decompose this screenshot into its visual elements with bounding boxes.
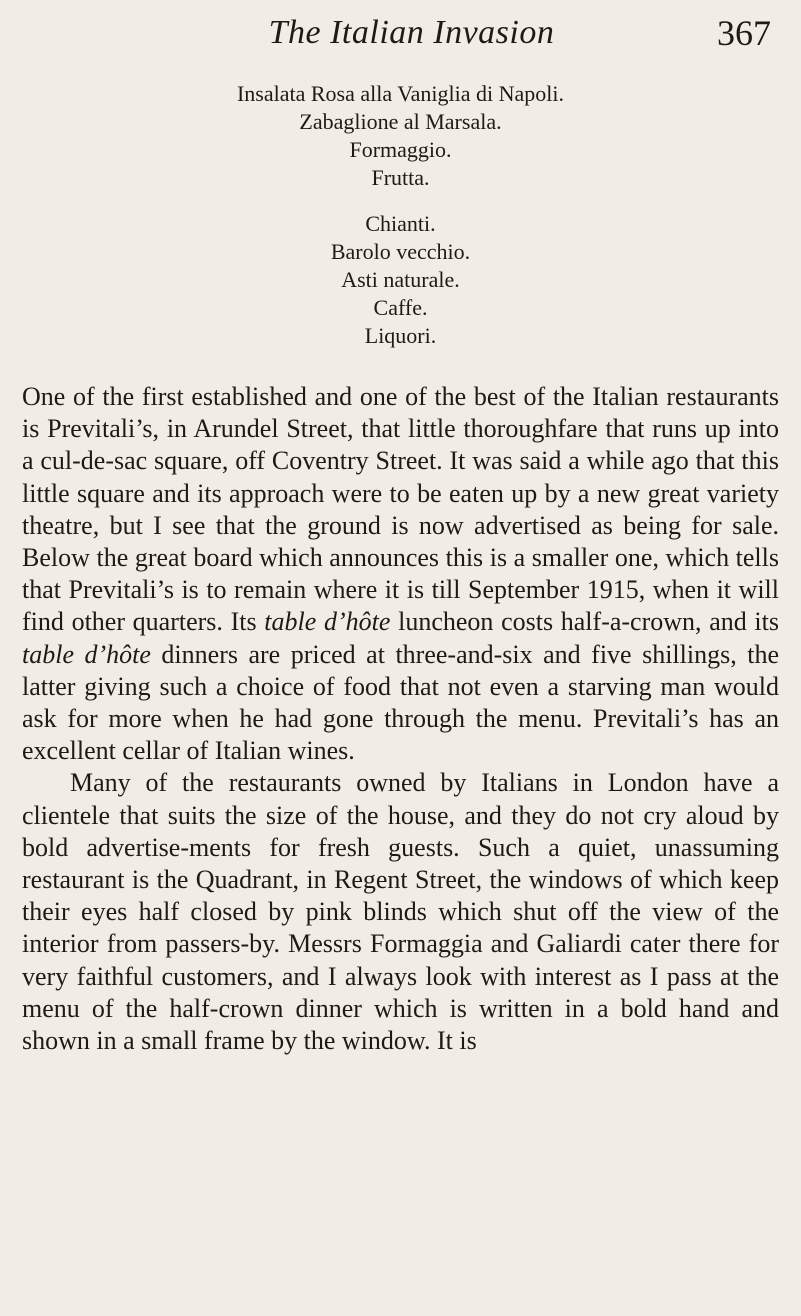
menu-wine: Liquori. — [364, 323, 437, 348]
menu-wine: Barolo vecchio. — [330, 239, 471, 264]
paragraph-text: luncheon costs half-a-crown, and its — [390, 607, 779, 637]
paragraph-text: dinners are priced at three-and-six and five shillings, the latter giving such a choice of food that not even a starving man would ask for more when he had gone through the menu. Previtali’s has an excellent cellar of Italian wines. — [22, 639, 779, 766]
menu-item: Insalata Rosa alla Vaniglia di Napoli. — [236, 81, 565, 106]
italic-phrase: table d’hôte — [22, 639, 151, 669]
menu-wines — [0, 210, 801, 350]
menu-wine: Asti naturale. — [341, 267, 460, 292]
menu-item: Zabaglione al Marsala. — [299, 109, 502, 134]
menu-wine: Caffe. — [373, 295, 428, 320]
menu-item: Formaggio. — [349, 137, 452, 162]
menu-item: Frutta. — [371, 165, 430, 190]
paragraph-text: One of the first established and one of the best of the Italian restaurants is Previtali’s, in Arundel Street, that little thoroughfare that runs up into a cul-de-sac square, off Coventry Street. It was said a while ago that this little square and its approach were to be eaten up by a new great variety theatre, but I see that the ground is now advertised as being for sale. Below the great board which announces this is a smaller one, which tells that Previtali’s is to remain where it is till September 1915, when it will find other quarters. Its — [22, 382, 779, 637]
italic-phrase: table d’hôte — [264, 607, 391, 637]
running-title: The Italian Invasion — [268, 14, 555, 51]
paragraph: Many of the restaurants owned by Italians in London have a clientele that suits the size of the house, and they do not cry aloud by bold advertise-ments for fresh guests. Such a quiet, unassuming restaurant is the Quadrant, in Regent Street, the windows of which keep their eyes half closed by pink blinds which shut off the view of the interior from passers-by. Messrs Formaggia and Galiardi cater there for very faithful customers, and I always look with interest as I pass at the menu of the half-crown dinner which is written in a bold hand and shown in a small frame by the window. It is — [22, 768, 779, 1056]
page-number: 367 — [717, 13, 771, 53]
running-head — [52, 8, 771, 64]
menu-listing — [0, 80, 801, 350]
menu-dishes — [0, 80, 801, 192]
body-text — [22, 381, 779, 1057]
menu-wine: Chianti. — [365, 211, 436, 236]
paragraph — [22, 381, 779, 767]
